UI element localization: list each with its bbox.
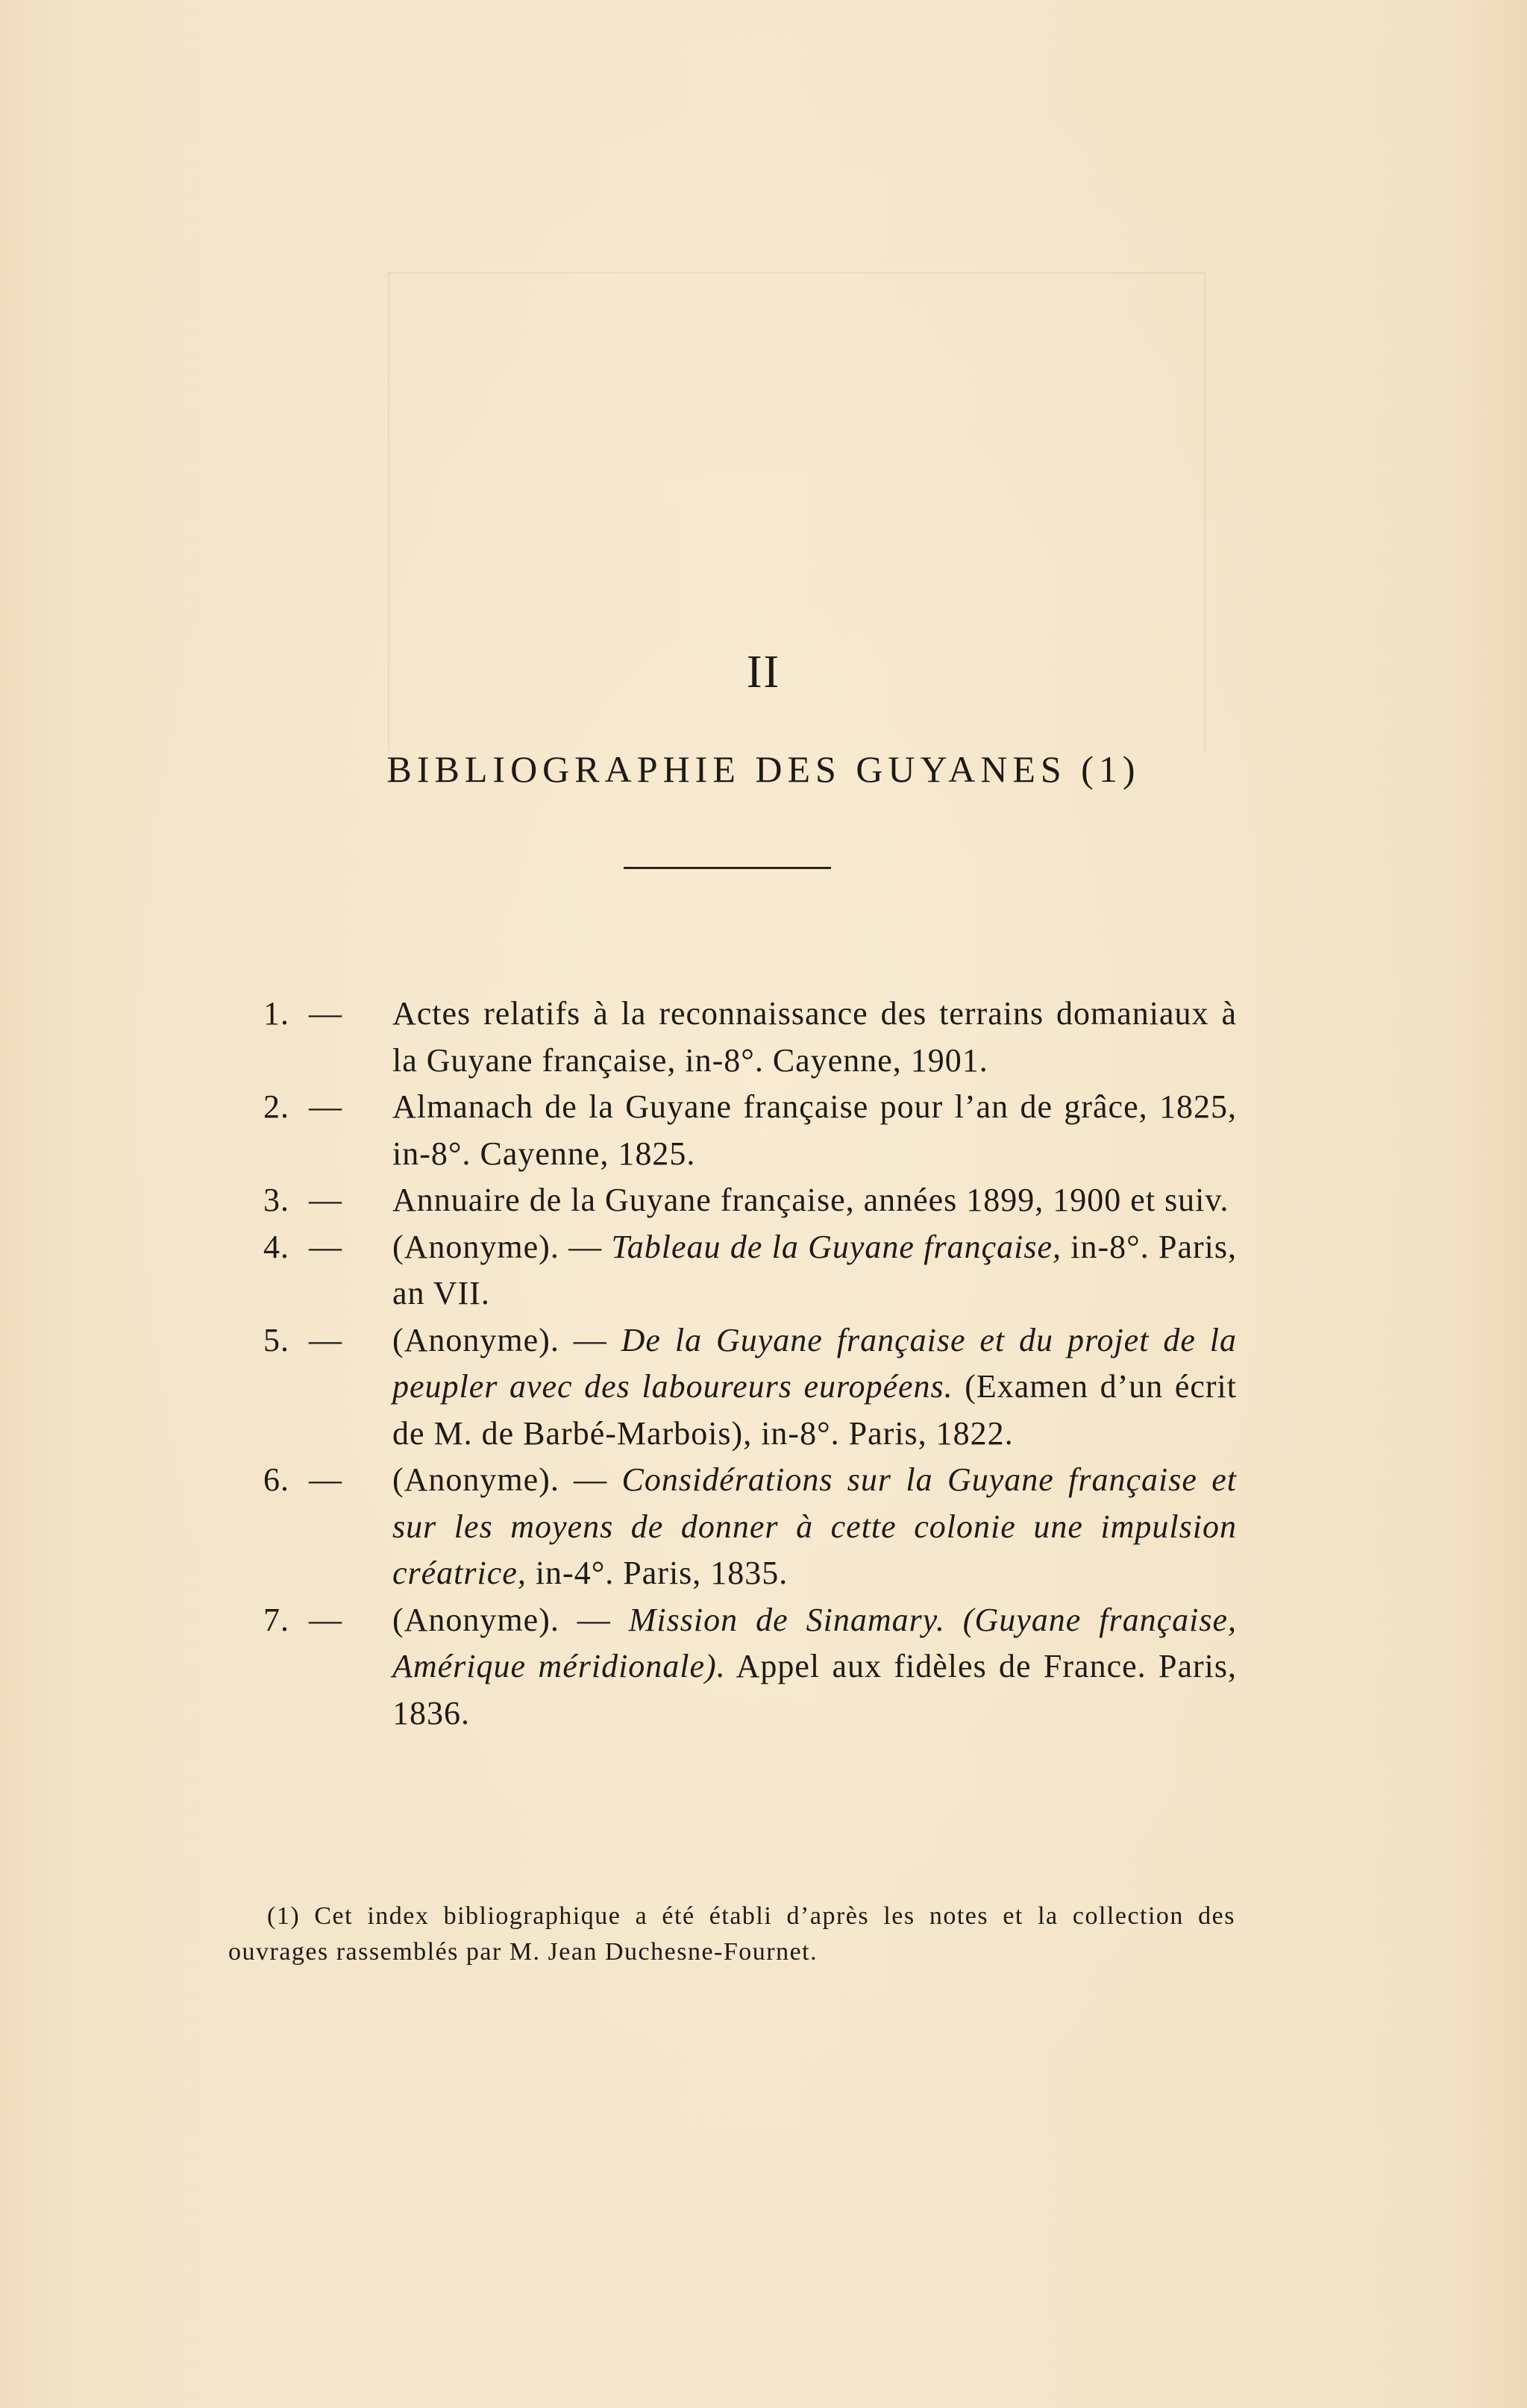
entry-details: in-8°. Paris, an VII.: [392, 1228, 1237, 1311]
entry-dash: —: [309, 1228, 342, 1265]
entry-text: Annuaire de la Guyane française, années 1899, 1900 et suiv.: [392, 1182, 1229, 1218]
bibliography-entry: [260, 1084, 1237, 1177]
entry-text: (Anonyme). —: [392, 1321, 621, 1358]
entry-number: 3.: [263, 1182, 289, 1218]
entry-title: De la Guyane française et du projet de la peupler avec des laboureurs européens.: [392, 1321, 1237, 1405]
entry-number: 7.: [263, 1601, 289, 1638]
entry-details: (Examen d’un écrit de M. de Barbé-Marbois), in-8°. Paris, 1822.: [392, 1368, 1238, 1452]
entry-dash: —: [309, 995, 342, 1032]
bibliography-entry: [260, 1597, 1237, 1737]
entry-number: 1.: [263, 995, 289, 1032]
entry-text: (Anonyme). —: [392, 1461, 622, 1498]
entry-details: Appel aux fidèles de France. Paris, 1836.: [392, 1648, 1238, 1731]
entry-number: 5.: [263, 1321, 289, 1358]
entry-number: 6.: [263, 1461, 289, 1498]
entry-title: Considérations sur la Guyane française et sur les moyens de donner à cette colonie une impulsion créatrice,: [392, 1461, 1237, 1591]
entry-dash: —: [309, 1601, 342, 1638]
entry-text: Actes relatifs à la reconnaissance des terrains domaniaux à la Guyane française, in-8°. Cayenne, 1901.: [392, 995, 1237, 1079]
entry-text: Almanach de la Guyane française pour l’an de grâce, 1825, in-8°. Cayenne, 1825.: [392, 1088, 1237, 1172]
entry-number: 4.: [263, 1228, 289, 1265]
entry-dash: —: [309, 1461, 342, 1498]
entry-dash: —: [309, 1321, 342, 1358]
bibliography-entry: [260, 1317, 1237, 1458]
entry-dash: —: [309, 1088, 342, 1125]
entry-title: Mission de Sinamary. (Guyane française, Amérique méridionale).: [392, 1601, 1237, 1684]
entry-dash: —: [309, 1182, 342, 1218]
footnote: (1) Cet index bibliographique a été établi d’après les notes et la collection des ouvrages rassemblés par M. Jean Duchesne-Fournet.: [228, 1902, 1235, 1966]
entry-details: in-4°. Paris, 1835.: [526, 1555, 788, 1591]
bibliography-entry: [260, 991, 1237, 1084]
entry-text: (Anonyme). —: [392, 1228, 612, 1265]
chapter-number: II: [746, 647, 781, 697]
entry-text: (Anonyme). —: [392, 1601, 629, 1638]
bibliography-entry: [260, 1177, 1237, 1224]
title-rule: [624, 867, 831, 869]
entry-title: Tableau de la Guyane française,: [611, 1228, 1062, 1265]
bibliography-list: [260, 991, 1237, 1737]
entry-number: 2.: [263, 1088, 289, 1125]
chapter-title: BIBLIOGRAPHIE DES GUYANES (1): [386, 748, 1141, 790]
bibliography-entry: [260, 1457, 1237, 1597]
bibliography-entry: [260, 1224, 1237, 1317]
